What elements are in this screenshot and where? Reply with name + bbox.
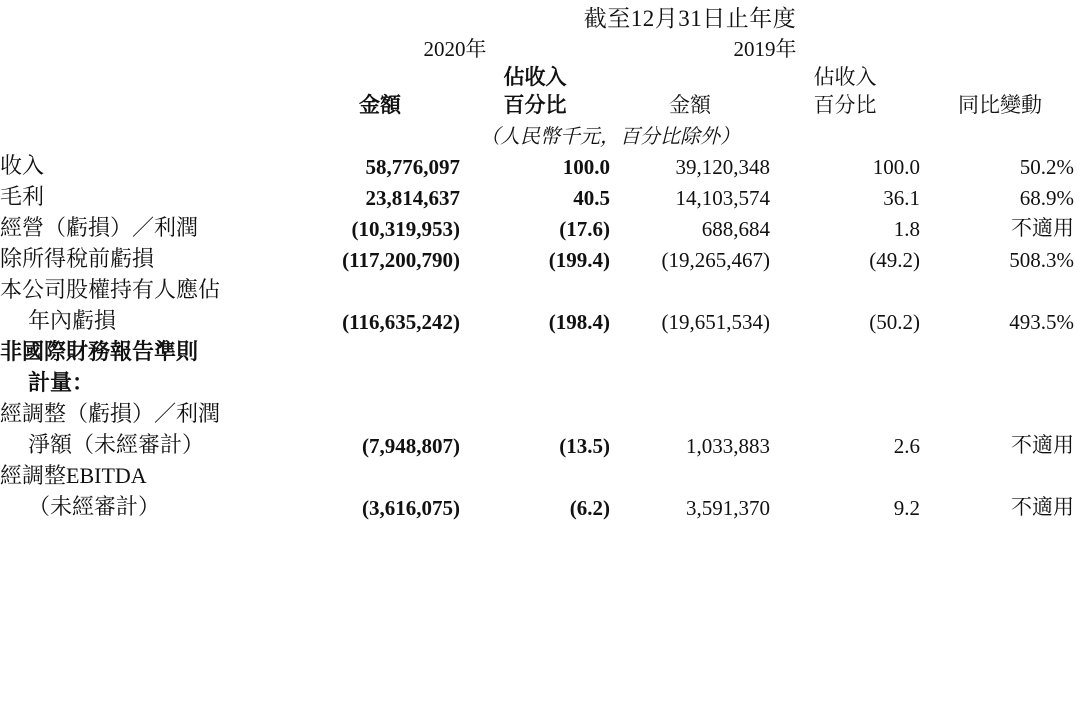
cell-amount-2019 xyxy=(610,366,770,397)
cell-percent-2019 xyxy=(770,459,920,490)
cell-percent-2019: 36.1 xyxy=(883,185,920,210)
row-label: 收入 xyxy=(0,152,45,178)
cell-percent-2020 xyxy=(460,366,610,397)
cell-amount-2020 xyxy=(300,273,460,304)
col-head-percent-2020-line1: 佔收入 xyxy=(503,65,567,89)
cell-percent-2020: (17.6) xyxy=(559,216,610,241)
cell-change: 493.5% xyxy=(1009,309,1074,334)
header-spacer xyxy=(920,33,1080,63)
cell-amount-2019 xyxy=(610,459,770,490)
cell-change xyxy=(920,335,1080,366)
cell-amount-2019: 14,103,574 xyxy=(675,185,770,210)
header-title-row xyxy=(0,0,1080,33)
cell-amount-2019 xyxy=(610,397,770,428)
row-label: 經調整EBITDA xyxy=(0,462,147,488)
table-row xyxy=(0,366,1080,397)
table-row xyxy=(0,242,1080,273)
col-head-amount-2019-line1 xyxy=(610,63,770,91)
cell-amount-2020: (10,319,953) xyxy=(351,216,460,241)
row-label: 經調整（虧損）／利潤 xyxy=(0,400,221,426)
cell-change: 不適用 xyxy=(1011,494,1074,519)
row-label: 本公司股權持有人應佔 xyxy=(0,276,221,302)
cell-percent-2019: 1.8 xyxy=(893,216,920,241)
row-label: 年內虧損 xyxy=(28,307,117,333)
table-title: 截至12月31日止年度 xyxy=(583,6,797,31)
cell-change xyxy=(920,273,1080,304)
table-row xyxy=(0,335,1080,366)
header-spacer xyxy=(920,120,1080,149)
header-spacer xyxy=(0,33,300,63)
col-head-percent-2019: 百分比 xyxy=(813,93,877,118)
cell-amount-2020: (116,635,242) xyxy=(342,309,460,334)
table-body xyxy=(0,149,1080,521)
cell-percent-2020 xyxy=(460,273,610,304)
cell-percent-2019 xyxy=(770,273,920,304)
cell-change: 50.2% xyxy=(1019,154,1074,179)
cell-change: 不適用 xyxy=(1011,432,1074,457)
cell-amount-2019: (19,651,534) xyxy=(661,309,770,334)
table-row xyxy=(0,211,1080,242)
cell-amount-2020: 23,814,637 xyxy=(365,185,460,210)
col-head-amount-2020: 金額 xyxy=(359,93,401,118)
cell-percent-2019 xyxy=(770,335,920,366)
col-head-change: 同比變動 xyxy=(958,93,1042,118)
header-subcol-line1-row xyxy=(0,63,1080,91)
col-head-percent-2019-line1: 佔收入 xyxy=(813,65,877,89)
cell-amount-2020: (117,200,790) xyxy=(342,247,460,272)
cell-percent-2020 xyxy=(460,459,610,490)
header-year-row xyxy=(0,33,1080,63)
cell-amount-2019 xyxy=(610,335,770,366)
col-head-change-line1 xyxy=(920,63,1080,91)
header-spacer xyxy=(0,91,300,119)
cell-percent-2019: 9.2 xyxy=(893,495,920,520)
table-row xyxy=(0,149,1080,180)
row-label: 毛利 xyxy=(0,183,45,209)
col-head-percent-2020: 百分比 xyxy=(503,93,567,118)
row-label: （未經審計） xyxy=(28,493,161,519)
cell-percent-2020 xyxy=(460,397,610,428)
cell-percent-2019: 100.0 xyxy=(872,154,920,179)
year-header-2019: 2019年 xyxy=(733,37,797,61)
header-subcol-line2-row xyxy=(0,91,1080,119)
header-spacer xyxy=(0,120,300,149)
header-units-row xyxy=(0,120,1080,149)
cell-percent-2020: (13.5) xyxy=(559,433,610,458)
cell-percent-2020: (199.4) xyxy=(548,247,610,272)
table-row xyxy=(0,304,1080,335)
cell-change: 508.3% xyxy=(1009,247,1074,272)
table-row xyxy=(0,459,1080,490)
table-header xyxy=(0,0,1080,149)
cell-percent-2019: (50.2) xyxy=(869,309,920,334)
cell-percent-2019 xyxy=(770,366,920,397)
row-label: 非國際財務報告準則 xyxy=(0,338,199,364)
cell-percent-2020: (6.2) xyxy=(569,495,610,520)
table-row xyxy=(0,180,1080,211)
cell-amount-2019: 3,591,370 xyxy=(686,495,770,520)
cell-amount-2019 xyxy=(610,273,770,304)
cell-change xyxy=(920,366,1080,397)
cell-amount-2020: (3,616,075) xyxy=(362,495,460,520)
units-note: （人民幣千元，百分比除外） xyxy=(480,125,740,148)
header-spacer xyxy=(0,0,300,33)
row-label: 計量： xyxy=(28,369,95,395)
year-header-2020: 2020年 xyxy=(423,37,487,61)
row-label: 經營（虧損）／利潤 xyxy=(0,214,199,240)
col-head-amount-2020-line1 xyxy=(300,63,460,91)
cell-amount-2020 xyxy=(300,459,460,490)
table-row xyxy=(0,273,1080,304)
table-row xyxy=(0,397,1080,428)
cell-percent-2020: (198.4) xyxy=(548,309,610,334)
cell-change: 不適用 xyxy=(1011,215,1074,240)
cell-amount-2019: (19,265,467) xyxy=(661,247,770,272)
header-spacer xyxy=(0,63,300,91)
cell-amount-2020 xyxy=(300,397,460,428)
cell-percent-2019: 2.6 xyxy=(893,433,920,458)
cell-amount-2020: (7,948,807) xyxy=(362,433,460,458)
cell-percent-2020: 40.5 xyxy=(573,185,610,210)
cell-percent-2019 xyxy=(770,397,920,428)
cell-amount-2020: 58,776,097 xyxy=(365,154,460,179)
cell-amount-2019: 39,120,348 xyxy=(675,154,770,179)
cell-amount-2020 xyxy=(300,366,460,397)
cell-amount-2019: 688,684 xyxy=(701,216,770,241)
row-label: 淨額（未經審計） xyxy=(28,431,205,457)
cell-percent-2019: (49.2) xyxy=(869,247,920,272)
table-row xyxy=(0,490,1080,521)
cell-change: 68.9% xyxy=(1019,185,1074,210)
row-label: 除所得稅前虧損 xyxy=(0,245,155,271)
cell-change xyxy=(920,397,1080,428)
cell-amount-2019: 1,033,883 xyxy=(686,433,770,458)
cell-percent-2020: 100.0 xyxy=(562,154,610,179)
cell-change xyxy=(920,459,1080,490)
cell-percent-2020 xyxy=(460,335,610,366)
col-head-amount-2019: 金額 xyxy=(669,93,711,118)
cell-amount-2020 xyxy=(300,335,460,366)
table-row xyxy=(0,428,1080,459)
